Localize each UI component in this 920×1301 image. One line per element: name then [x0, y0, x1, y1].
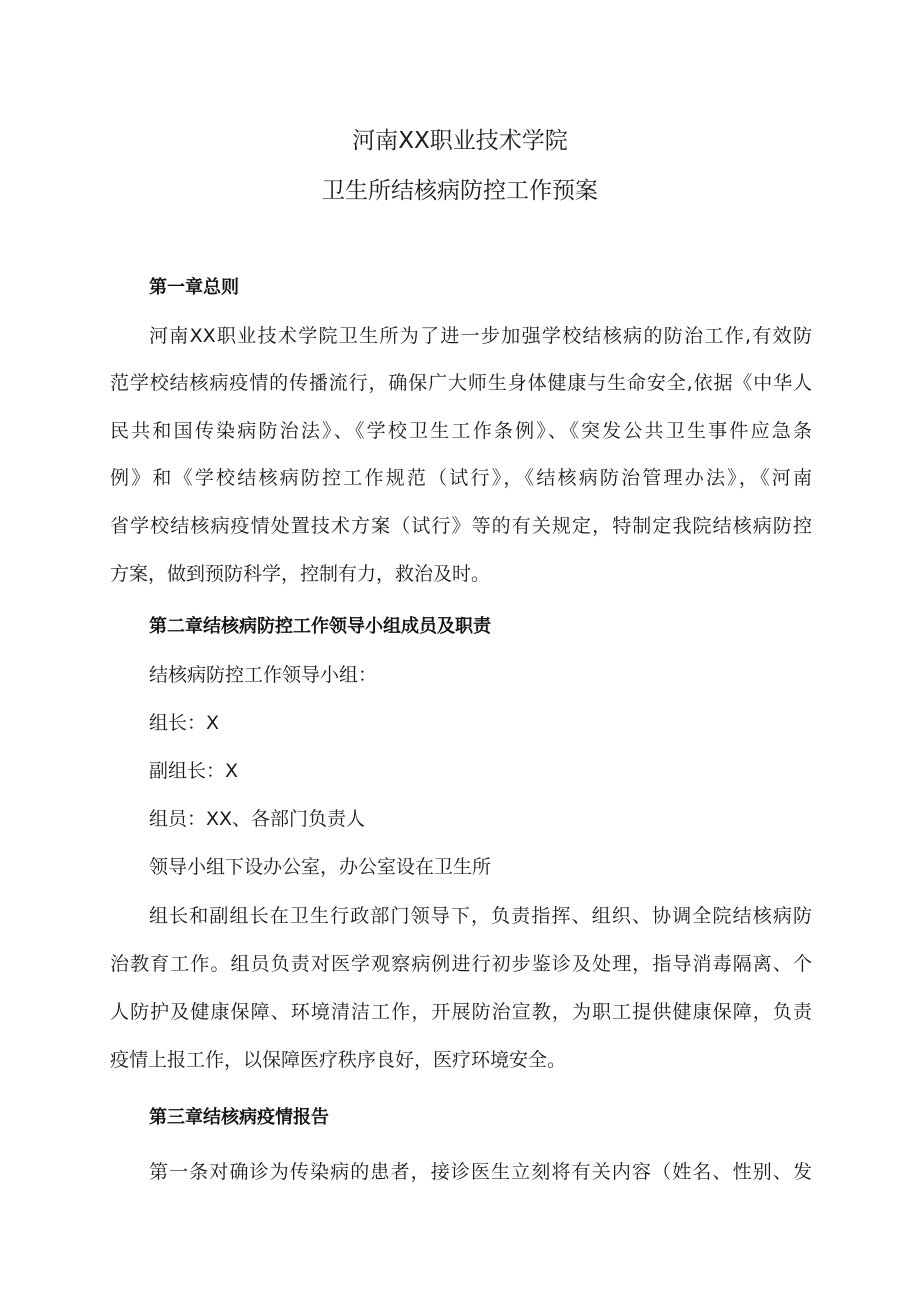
- chapter-1-line: 河南XX职业技术学院卫生所为了进一步加强学校结核病的防治工作,有效防: [149, 325, 812, 347]
- chapter-2-line: 组长和副组长在卫生行政部门领导下，负责指挥、组织、协调全院结核病防: [149, 905, 812, 927]
- chapter-3-heading: 第三章结核病疫情报告: [149, 1107, 329, 1128]
- chapter-1-line: 民共和国传染病防治法》、《学校卫生工作条例》、《突发公共卫生事件应急条: [110, 420, 812, 442]
- chapter-1-line: 范学校结核病疫情的传播流行，确保广大师生身体健康与生命安全,依据《中华人: [110, 372, 812, 394]
- chapter-2-line: 疫情上报工作，以保障医疗秩序良好，医疗环境安全。: [110, 1049, 567, 1071]
- group-deputy-leader: 副组长：X: [149, 760, 239, 782]
- chapter-1-line: 省学校结核病疫情处置技术方案（试行》等的有关规定，特制定我院结核病防控: [110, 515, 812, 537]
- chapter-2-line: 人防护及健康保障、环境清洁工作，开展防治宣教，为职工提供健康保障，负责: [110, 1001, 812, 1023]
- chapter-2-heading: 第二章结核病防控工作领导小组成员及职责: [149, 616, 491, 637]
- document-title-line-2: 卫生所结核病防控工作预案: [322, 178, 598, 204]
- group-leader: 组长：X: [149, 712, 220, 734]
- chapter-3-line: 第一条对确诊为传染病的患者，接诊医生立刻将有关内容（姓名、性别、发: [149, 1161, 812, 1183]
- chapter-1-line: 例》和《学校结核病防控工作规范（试行》，《结核病防治管理办法》，《河南: [110, 467, 812, 489]
- chapter-2-line: 治教育工作。组员负责对医学观察病例进行初步鉴诊及处理，指导消毒隔离、个: [110, 953, 812, 975]
- group-office: 领导小组下设办公室，办公室设在卫生所: [149, 856, 492, 878]
- group-members: 组员：XX、各部门负责人: [149, 808, 366, 830]
- document-title-line-1: 河南XX职业技术学院: [352, 128, 568, 154]
- chapter-1-heading: 第一章总则: [149, 277, 239, 298]
- leadership-group-title: 结核病防控工作领导小组：: [149, 664, 378, 686]
- chapter-1-line: 方案，做到预防科学，控制有力，救治及时。: [110, 563, 491, 585]
